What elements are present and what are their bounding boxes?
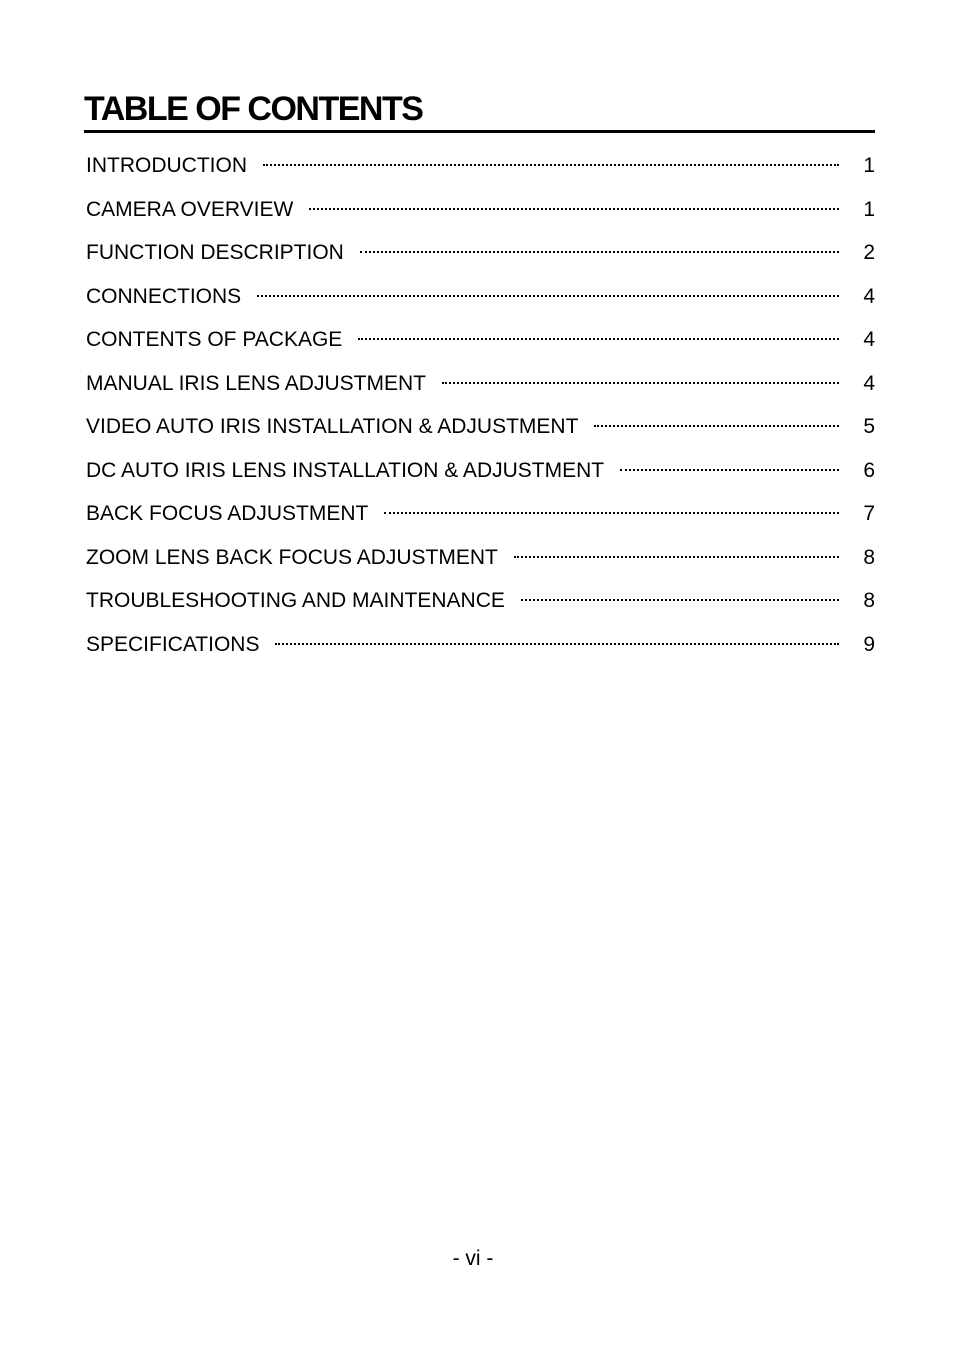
toc-entry-page: 4 bbox=[863, 328, 875, 351]
page-title: TABLE OF CONTENTS bbox=[84, 88, 875, 133]
toc-entry-camera-overview[interactable] bbox=[86, 188, 875, 232]
toc-entry-page: 4 bbox=[863, 284, 875, 308]
toc-entry-label: INTRODUCTION bbox=[86, 154, 247, 177]
dot-leader bbox=[263, 164, 839, 166]
toc-entry-label: BACK FOCUS ADJUSTMENT bbox=[86, 502, 369, 525]
toc-entry-label: CAMERA OVERVIEW bbox=[86, 197, 294, 221]
toc-entry-video-auto-iris[interactable] bbox=[86, 405, 875, 449]
toc-entry-page: 2 bbox=[863, 241, 875, 264]
toc-entry-label: ZOOM LENS BACK FOCUS ADJUSTMENT bbox=[86, 545, 498, 569]
dot-leader bbox=[309, 208, 839, 210]
toc-entry-page: 6 bbox=[863, 458, 875, 482]
toc-entry-zoom-lens-back-focus[interactable] bbox=[86, 536, 875, 580]
toc-entry-page: 5 bbox=[863, 415, 875, 438]
toc-entry-page: 8 bbox=[863, 589, 875, 612]
dot-leader bbox=[384, 512, 839, 514]
toc-entry-page: 8 bbox=[863, 545, 875, 569]
toc-entry-label: CONTENTS OF PACKAGE bbox=[86, 328, 343, 351]
toc-entry-label: FUNCTION DESCRIPTION bbox=[86, 241, 344, 264]
toc-entry-label: MANUAL IRIS LENS ADJUSTMENT bbox=[86, 371, 426, 395]
table-of-contents bbox=[86, 144, 875, 666]
toc-entry-page: 4 bbox=[863, 371, 875, 395]
dot-leader bbox=[620, 469, 839, 471]
dot-leader bbox=[257, 295, 839, 297]
toc-entry-contents-of-package[interactable] bbox=[86, 318, 875, 362]
toc-entry-specifications[interactable] bbox=[86, 623, 875, 667]
dot-leader bbox=[275, 643, 839, 645]
dot-leader bbox=[442, 382, 839, 384]
toc-entry-troubleshooting[interactable] bbox=[86, 579, 875, 623]
toc-entry-dc-auto-iris[interactable] bbox=[86, 449, 875, 493]
toc-entry-page: 9 bbox=[863, 632, 875, 656]
toc-entry-page: 1 bbox=[863, 197, 875, 221]
dot-leader bbox=[594, 425, 839, 427]
toc-entry-label: VIDEO AUTO IRIS INSTALLATION & ADJUSTMENT bbox=[86, 415, 579, 438]
dot-leader bbox=[360, 251, 839, 253]
dot-leader bbox=[358, 338, 839, 340]
toc-entry-label: SPECIFICATIONS bbox=[86, 632, 260, 656]
dot-leader bbox=[514, 556, 839, 558]
toc-entry-page: 1 bbox=[863, 154, 875, 177]
toc-entry-label: TROUBLESHOOTING AND MAINTENANCE bbox=[86, 589, 505, 612]
toc-entry-connections[interactable] bbox=[86, 275, 875, 319]
toc-entry-function-description[interactable] bbox=[86, 231, 875, 275]
toc-entry-page: 7 bbox=[863, 502, 875, 525]
toc-entry-label: CONNECTIONS bbox=[86, 284, 242, 308]
dot-leader bbox=[521, 599, 839, 601]
toc-entry-manual-iris[interactable] bbox=[86, 362, 875, 406]
toc-entry-label: DC AUTO IRIS LENS INSTALLATION & ADJUSTMENT bbox=[86, 458, 605, 482]
toc-entry-introduction[interactable] bbox=[86, 144, 875, 188]
page-number: - vi - bbox=[452, 1247, 494, 1270]
toc-entry-back-focus[interactable] bbox=[86, 492, 875, 536]
